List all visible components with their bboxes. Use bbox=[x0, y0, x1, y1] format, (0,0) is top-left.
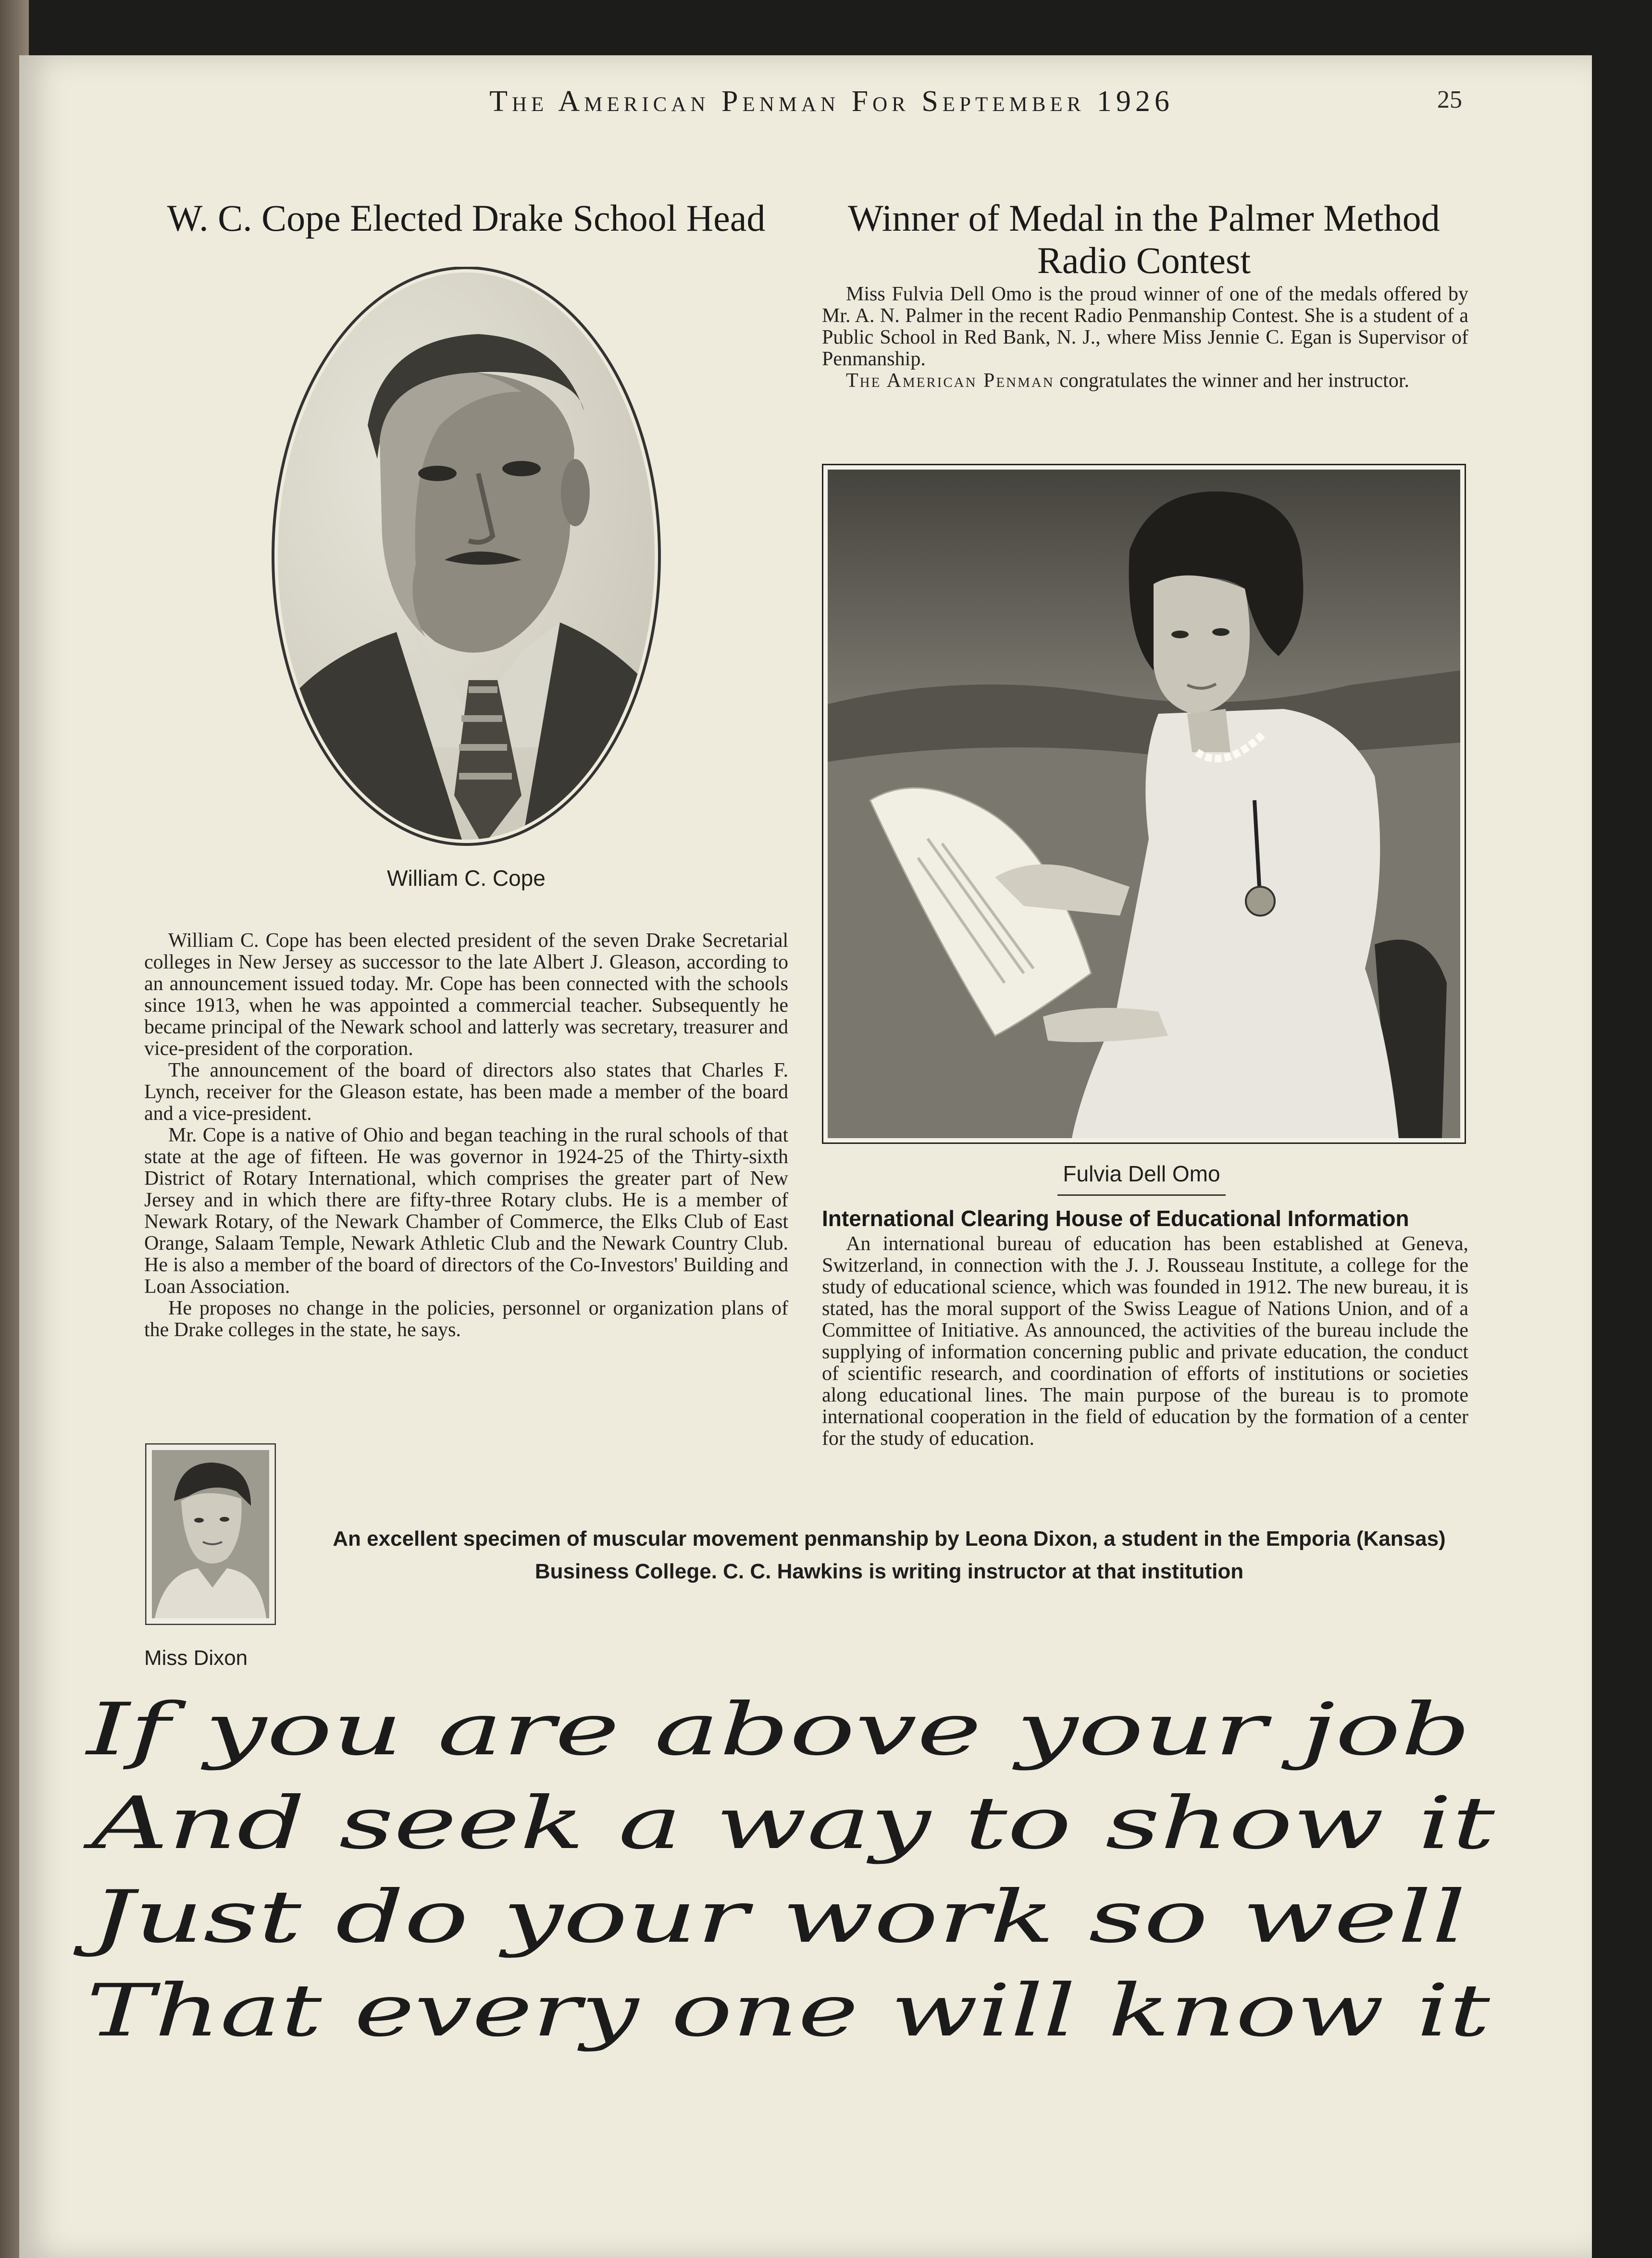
penman-name: The American Penman bbox=[846, 370, 1055, 392]
script-line-2: And seek a way to show it bbox=[83, 1782, 1496, 1865]
cope-photo-caption: William C. Cope bbox=[387, 866, 546, 891]
caption-underline bbox=[1057, 1194, 1226, 1196]
cope-paragraph-4: He proposes no change in the policies, personnel or organization plans of the Drake colleges in the state, he says. bbox=[144, 1297, 788, 1341]
script-line-3: Just do your work so well bbox=[73, 1875, 1466, 1959]
clearing-house-paragraph: An international bureau of education has been established at Geneva, Switzerland, in connection with the J. J. Rousseau Institute, a college for the study of educational science, which was founded in 1912. The new bureau, it is stated, has the moral support of the Swiss League of Nations Union, and of a Committee of Initiative. As announced, the activities of the bureau include the supplying of information concerning public and private education, the conduct of scientific research, and coordination of efforts of institutions or societies along educational lines. The main purpose of the bureau is to promote international cooperation in the field of education by the formation of a center for the study of education. bbox=[822, 1233, 1468, 1450]
dixon-caption: Miss Dixon bbox=[144, 1646, 248, 1670]
medal-article-body bbox=[822, 284, 1468, 392]
clearing-house-heading: International Clearing House of Educational Information bbox=[822, 1206, 1409, 1231]
cope-paragraph-1: William C. Cope has been elected president of the seven Drake Secretarial colleges in New Jersey as successor to the late Albert J. Gleason, according to an announcement issued today. Mr. Cope has been connected with the schools since 1913, when he was appointed a commercial teacher. Subsequently he became principal of the Newark school and latterly was secretary, treasurer and vice-president of the corporation. bbox=[144, 930, 788, 1060]
medal-intro-paragraph: Miss Fulvia Dell Omo is the proud winner of one of the medals offered by Mr. A. N. Palmer in the recent Radio Penmanship Contest. She is a student of a Public School in Red Bank, N. J., where Miss Jennie C. Egan is Supervisor of Penmanship. bbox=[822, 283, 1468, 370]
miss-dixon-portrait bbox=[145, 1443, 276, 1625]
medal-congrats-paragraph bbox=[822, 370, 1468, 392]
running-head: The American Penman For September 1926 bbox=[489, 85, 1174, 118]
script-line-4: That every one will know it bbox=[87, 1969, 1491, 2053]
clearing-house-body bbox=[822, 1233, 1468, 1450]
cope-paragraph-2: The announcement of the board of directors also states that Charles F. Lynch, receiver for the Gleason estate, has been made a member of the board and a vice-president. bbox=[144, 1059, 788, 1125]
cope-article-body bbox=[144, 930, 788, 1341]
fulvia-omo-photo bbox=[822, 464, 1466, 1144]
right-headline: Winner of Medal in the Palmer Method Radio Contest bbox=[848, 197, 1440, 281]
cope-paragraph-3: Mr. Cope is a native of Ohio and began teaching in the rural schools of that state at the age of fifteen. He was governor in 1924-25 of the Thirty-sixth District of Rotary International, which comprises the greater part of New Jersey and in which there are fifty-three Rotary clubs. He is a member of Newark Rotary, of the Newark Chamber of Commerce, the Elks Club of East Orange, Salaam Temple, Newark Athletic Club and the Newark Country Club. He is also a member of the board of directors of the Co-Investors' Building and Loan Association. bbox=[144, 1124, 788, 1298]
congrats-text: congratulates the winner and her instructor. bbox=[1054, 370, 1410, 392]
page-number: 25 bbox=[1437, 86, 1462, 113]
left-headline: W. C. Cope Elected Drake School Head bbox=[167, 197, 766, 239]
specimen-description: An excellent specimen of muscular movement penmanship by Leona Dixon, a student in the Emporia (Kansas) Business College. C. C. Hawkins is writing instructor at that institution bbox=[333, 1527, 1446, 1583]
penmanship-specimen bbox=[72, 1682, 1514, 2067]
omo-photo-caption: Fulvia Dell Omo bbox=[1063, 1161, 1220, 1186]
script-line-1: If you are above your job bbox=[84, 1688, 1471, 1772]
william-cope-portrait bbox=[272, 267, 661, 846]
